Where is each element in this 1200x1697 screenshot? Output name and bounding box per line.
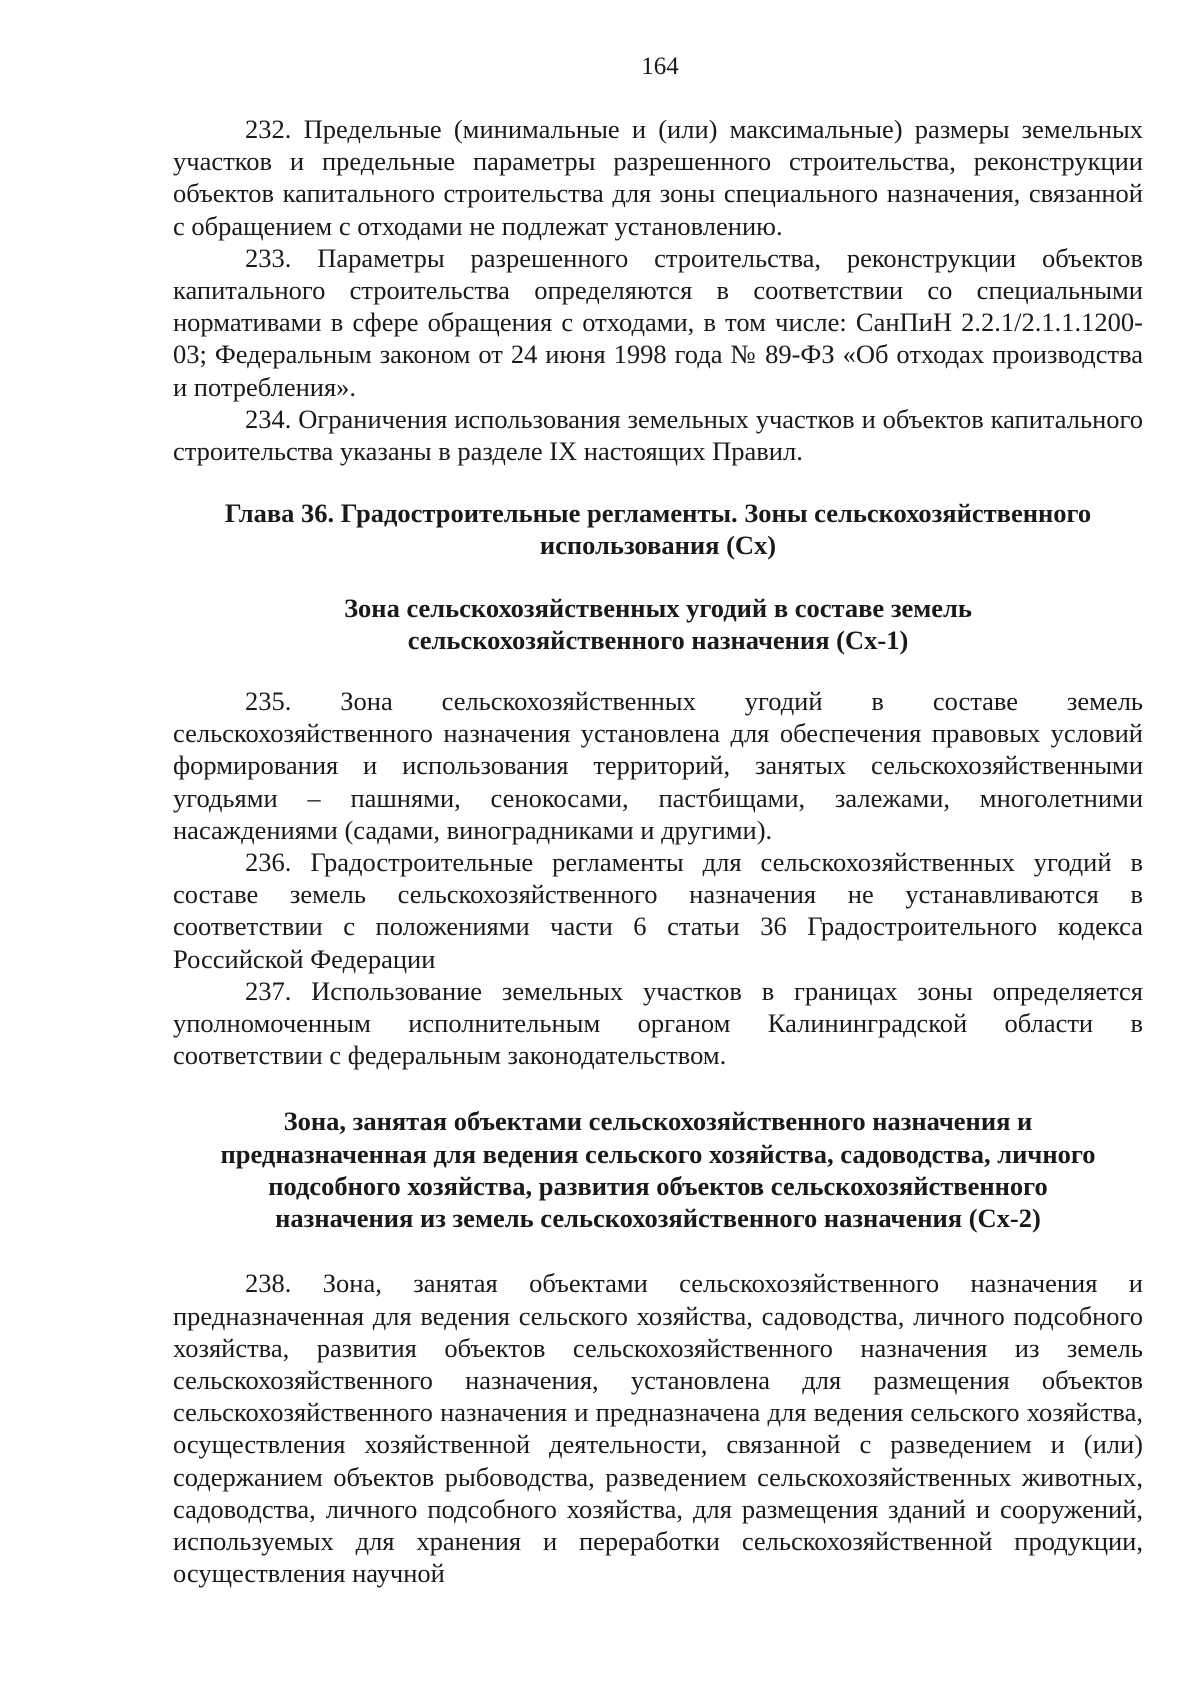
chapter-heading-line: Глава 36. Градостроительные регламенты. Зоны сельскохозяйственного: [224, 498, 1092, 529]
zone-cx2-heading-line: назначения из земель сельскохозяйственного назначения (Сх-2): [275, 1203, 1041, 1234]
zone-cx1-heading-line: сельскохозяйственного назначения (Сх-1): [407, 624, 909, 655]
zone-cx2-heading-line: подсобного хозяйства, развития объектов сельскохозяйственного: [268, 1170, 1048, 1201]
paragraph-238: 238. Зона, занятая объектами сельскохозяйственного назначения и предназначенная для ведения сельского хозяйства, садоводства, личного подсобного хозяйства, развития объектов сельскохозяйственного назначения из земель сельскохозяйственного назначения, установлена для размещения объектов сельскохозяйственного назначения и предназначена для ведения сельского хозяйства, осуществления хозяйственной деятельности, связанной с разведением и (или) содержанием объектов рыбоводства, разведением сельскохозяйственных животных, садоводства, личного подсобного хозяйства, для размещения зданий и сооружений, используемых для хранения и переработки сельскохозяйственной продукции, осуществления научной: [173, 1268, 1143, 1589]
zone-cx1-heading-line: Зона сельскохозяйственных угодий в составе земель: [344, 592, 972, 623]
paragraph-232: 232. Предельные (минимальные и (или) максимальные) размеры земельных участков и предельные параметры разрешенного строительства, реконструкции объектов капитального строительства для зоны специального назначения, связанной с обращением с отходами не подлежат установлению.: [173, 114, 1143, 241]
page-content: [173, 113, 1143, 1589]
zone-cx2-heading-line: Зона, занятая объектами сельскохозяйственного назначения и: [283, 1106, 1033, 1137]
zone-cx1-heading: [173, 592, 1143, 656]
chapter-heading: [173, 497, 1143, 561]
zone-cx2-heading-line: предназначенная для ведения сельского хозяйства, садоводства, личного: [220, 1138, 1096, 1169]
chapter-heading-line: использования (Сх): [539, 530, 777, 561]
paragraph-236: 236. Градостроительные регламенты для сельскохозяйственных угодий в составе земель сельскохозяйственного назначения не устанавливаются в соответствии с положениями части 6 статьи 36 Градостроительного кодекса Российской Федерации: [173, 847, 1143, 974]
zone-cx2-heading: [173, 1105, 1143, 1234]
paragraph-234: 234. Ограничения использования земельных участков и объектов капитального строительства указаны в разделе IX настоящих Правил.: [173, 403, 1143, 467]
page-number: 164: [641, 53, 679, 80]
paragraph-233: 233. Параметры разрешенного строительства, реконструкции объектов капитального строительства определяются в соответствии со специальными нормативами в сфере обращения с отходами, в том числе: СанПиН 2.2.1/2.1.1.1200-03; Федеральным законом от 24 июня 1998 года № 89-ФЗ «Об отходах производства и потребления».: [173, 242, 1143, 402]
paragraph-235: 235. Зона сельскохозяйственных угодий в составе земель сельскохозяйственного назначения установлена для обеспечения правовых условий формирования и использования территорий, занятых сельскохозяйственными угодьями – пашнями, сенокосами, пастбищами, залежами, многолетними насаждениями (садами, виноградниками и другими).: [173, 686, 1143, 845]
paragraph-237: 237. Использование земельных участков в границах зоны определяется уполномоченным исполнительным органом Калининградской области в соответствии с федеральным законодательством.: [173, 975, 1143, 1071]
